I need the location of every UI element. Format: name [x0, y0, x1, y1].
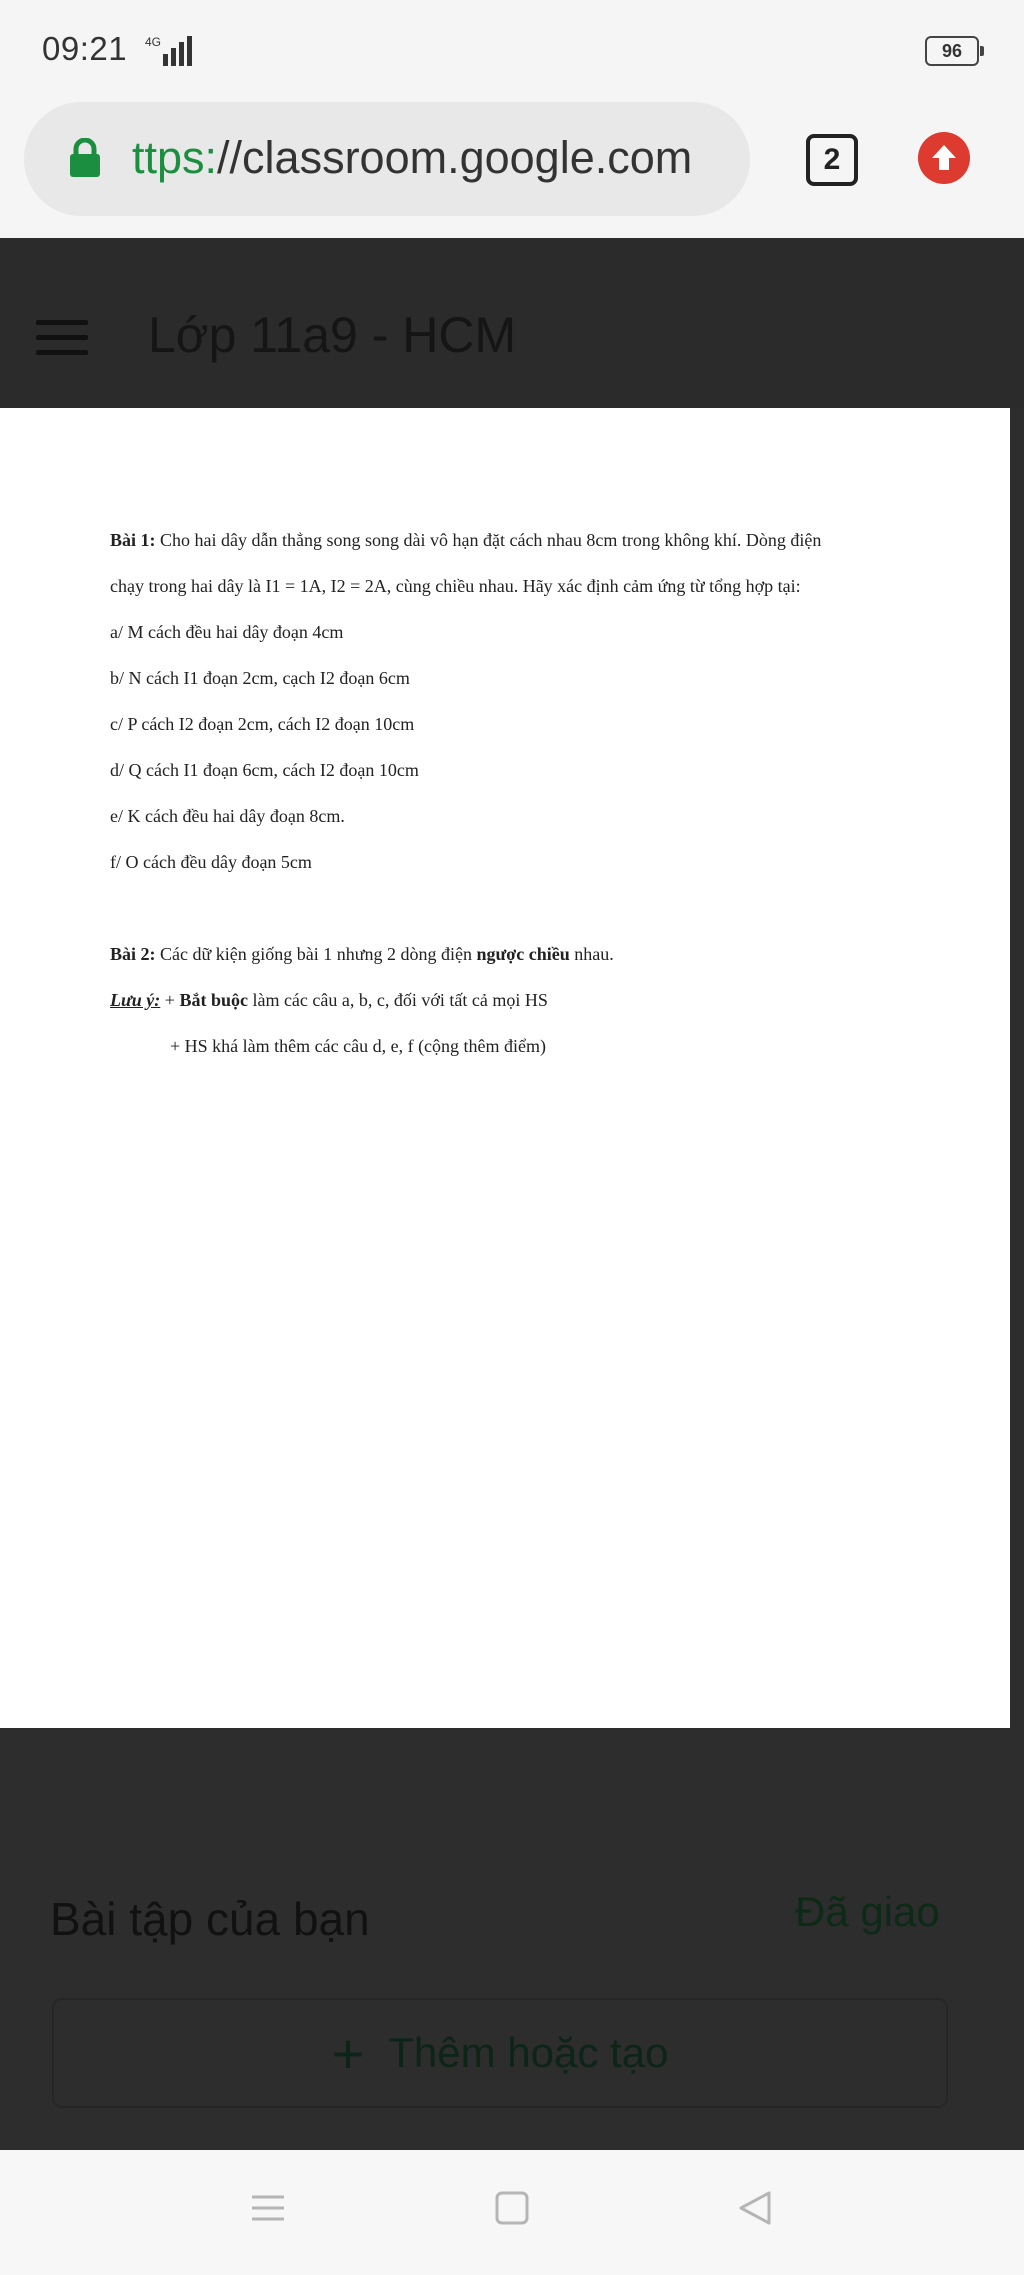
- item-e: e/ K cách đều hai dây đoạn 8cm.: [110, 806, 345, 826]
- q2-line: [110, 944, 614, 965]
- url-host: //classroom.google.com: [217, 132, 693, 183]
- q1-label: Bài 1:: [110, 530, 156, 550]
- signal-icon: [145, 32, 201, 73]
- url-scheme: ttps:: [132, 132, 218, 183]
- update-button[interactable]: [918, 132, 970, 184]
- address-bar[interactable]: [24, 102, 750, 216]
- note-label: Lưu ý:: [110, 990, 161, 1010]
- note-rest: làm các câu a, b, c, đối với tất cả mọi HS: [247, 990, 548, 1010]
- status-time: 09:21: [42, 30, 128, 67]
- status-bar: [0, 0, 1024, 100]
- q2-bold: ngược chiều: [476, 944, 570, 964]
- lock-icon: [68, 138, 102, 183]
- q2-text-b: nhau.: [569, 944, 614, 964]
- note-line: [110, 990, 548, 1011]
- document-preview[interactable]: [0, 408, 1010, 1728]
- hamburger-menu-icon[interactable]: [36, 320, 88, 365]
- note-line-2: + HS khá làm thêm các câu d, e, f (cộng thêm điểm): [170, 1036, 547, 1056]
- q1-line: [110, 530, 821, 551]
- system-nav-bar: [0, 2150, 1024, 2275]
- add-or-create-button[interactable]: [52, 1998, 948, 2108]
- back-icon[interactable]: [737, 2190, 773, 2231]
- q2-label: Bài 2:: [110, 944, 156, 964]
- item-f: f/ O cách đều dây đoạn 5cm: [110, 852, 312, 872]
- class-title: Lớp 11a9 - HCM: [148, 307, 517, 363]
- item-b: b/ N cách I1 đoạn 2cm, cạch I2 đoạn 6cm: [110, 668, 410, 688]
- recent-apps-icon[interactable]: [250, 2190, 286, 2231]
- q1-text: Cho hai dây dẫn thẳng song song dài vô hạn đặt cách nhau 8cm trong không khí. Dòng điện: [155, 530, 822, 550]
- your-work-title: Bài tập của bạn: [50, 1893, 370, 1945]
- q2-text-a: Các dữ kiện giống bài 1 nhưng 2 dòng điện: [155, 944, 477, 964]
- class-header: [0, 238, 1024, 408]
- item-c: c/ P cách I2 đoạn 2cm, cách I2 đoạn 10cm: [110, 714, 415, 734]
- note-plus: +: [160, 990, 180, 1010]
- add-text: Thêm hoặc tạo: [388, 2029, 669, 2076]
- q1-continuation: chạy trong hai dây là I1 = 1A, I2 = 2A, cùng chiều nhau. Hãy xác định cảm ứng từ tổng hợp tại:: [110, 576, 801, 596]
- url-text: [132, 132, 692, 184]
- tab-switcher-button[interactable]: 2: [806, 134, 858, 186]
- assigned-status: Đã giao: [795, 1888, 940, 1935]
- battery-icon: 96: [925, 36, 979, 66]
- note-bold: Bắt buộc: [179, 990, 248, 1010]
- plus-icon: +: [331, 2022, 365, 2085]
- home-icon[interactable]: [494, 2190, 530, 2231]
- network-type: 4G: [145, 35, 162, 49]
- item-d: d/ Q cách I1 đoạn 6cm, cách I2 đoạn 10cm: [110, 760, 419, 780]
- arrow-up-icon: [918, 132, 970, 184]
- add-or-create-label: [54, 2000, 946, 2106]
- item-a: a/ M cách đều hai dây đoạn 4cm: [110, 622, 344, 642]
- browser-toolbar: [0, 100, 1024, 238]
